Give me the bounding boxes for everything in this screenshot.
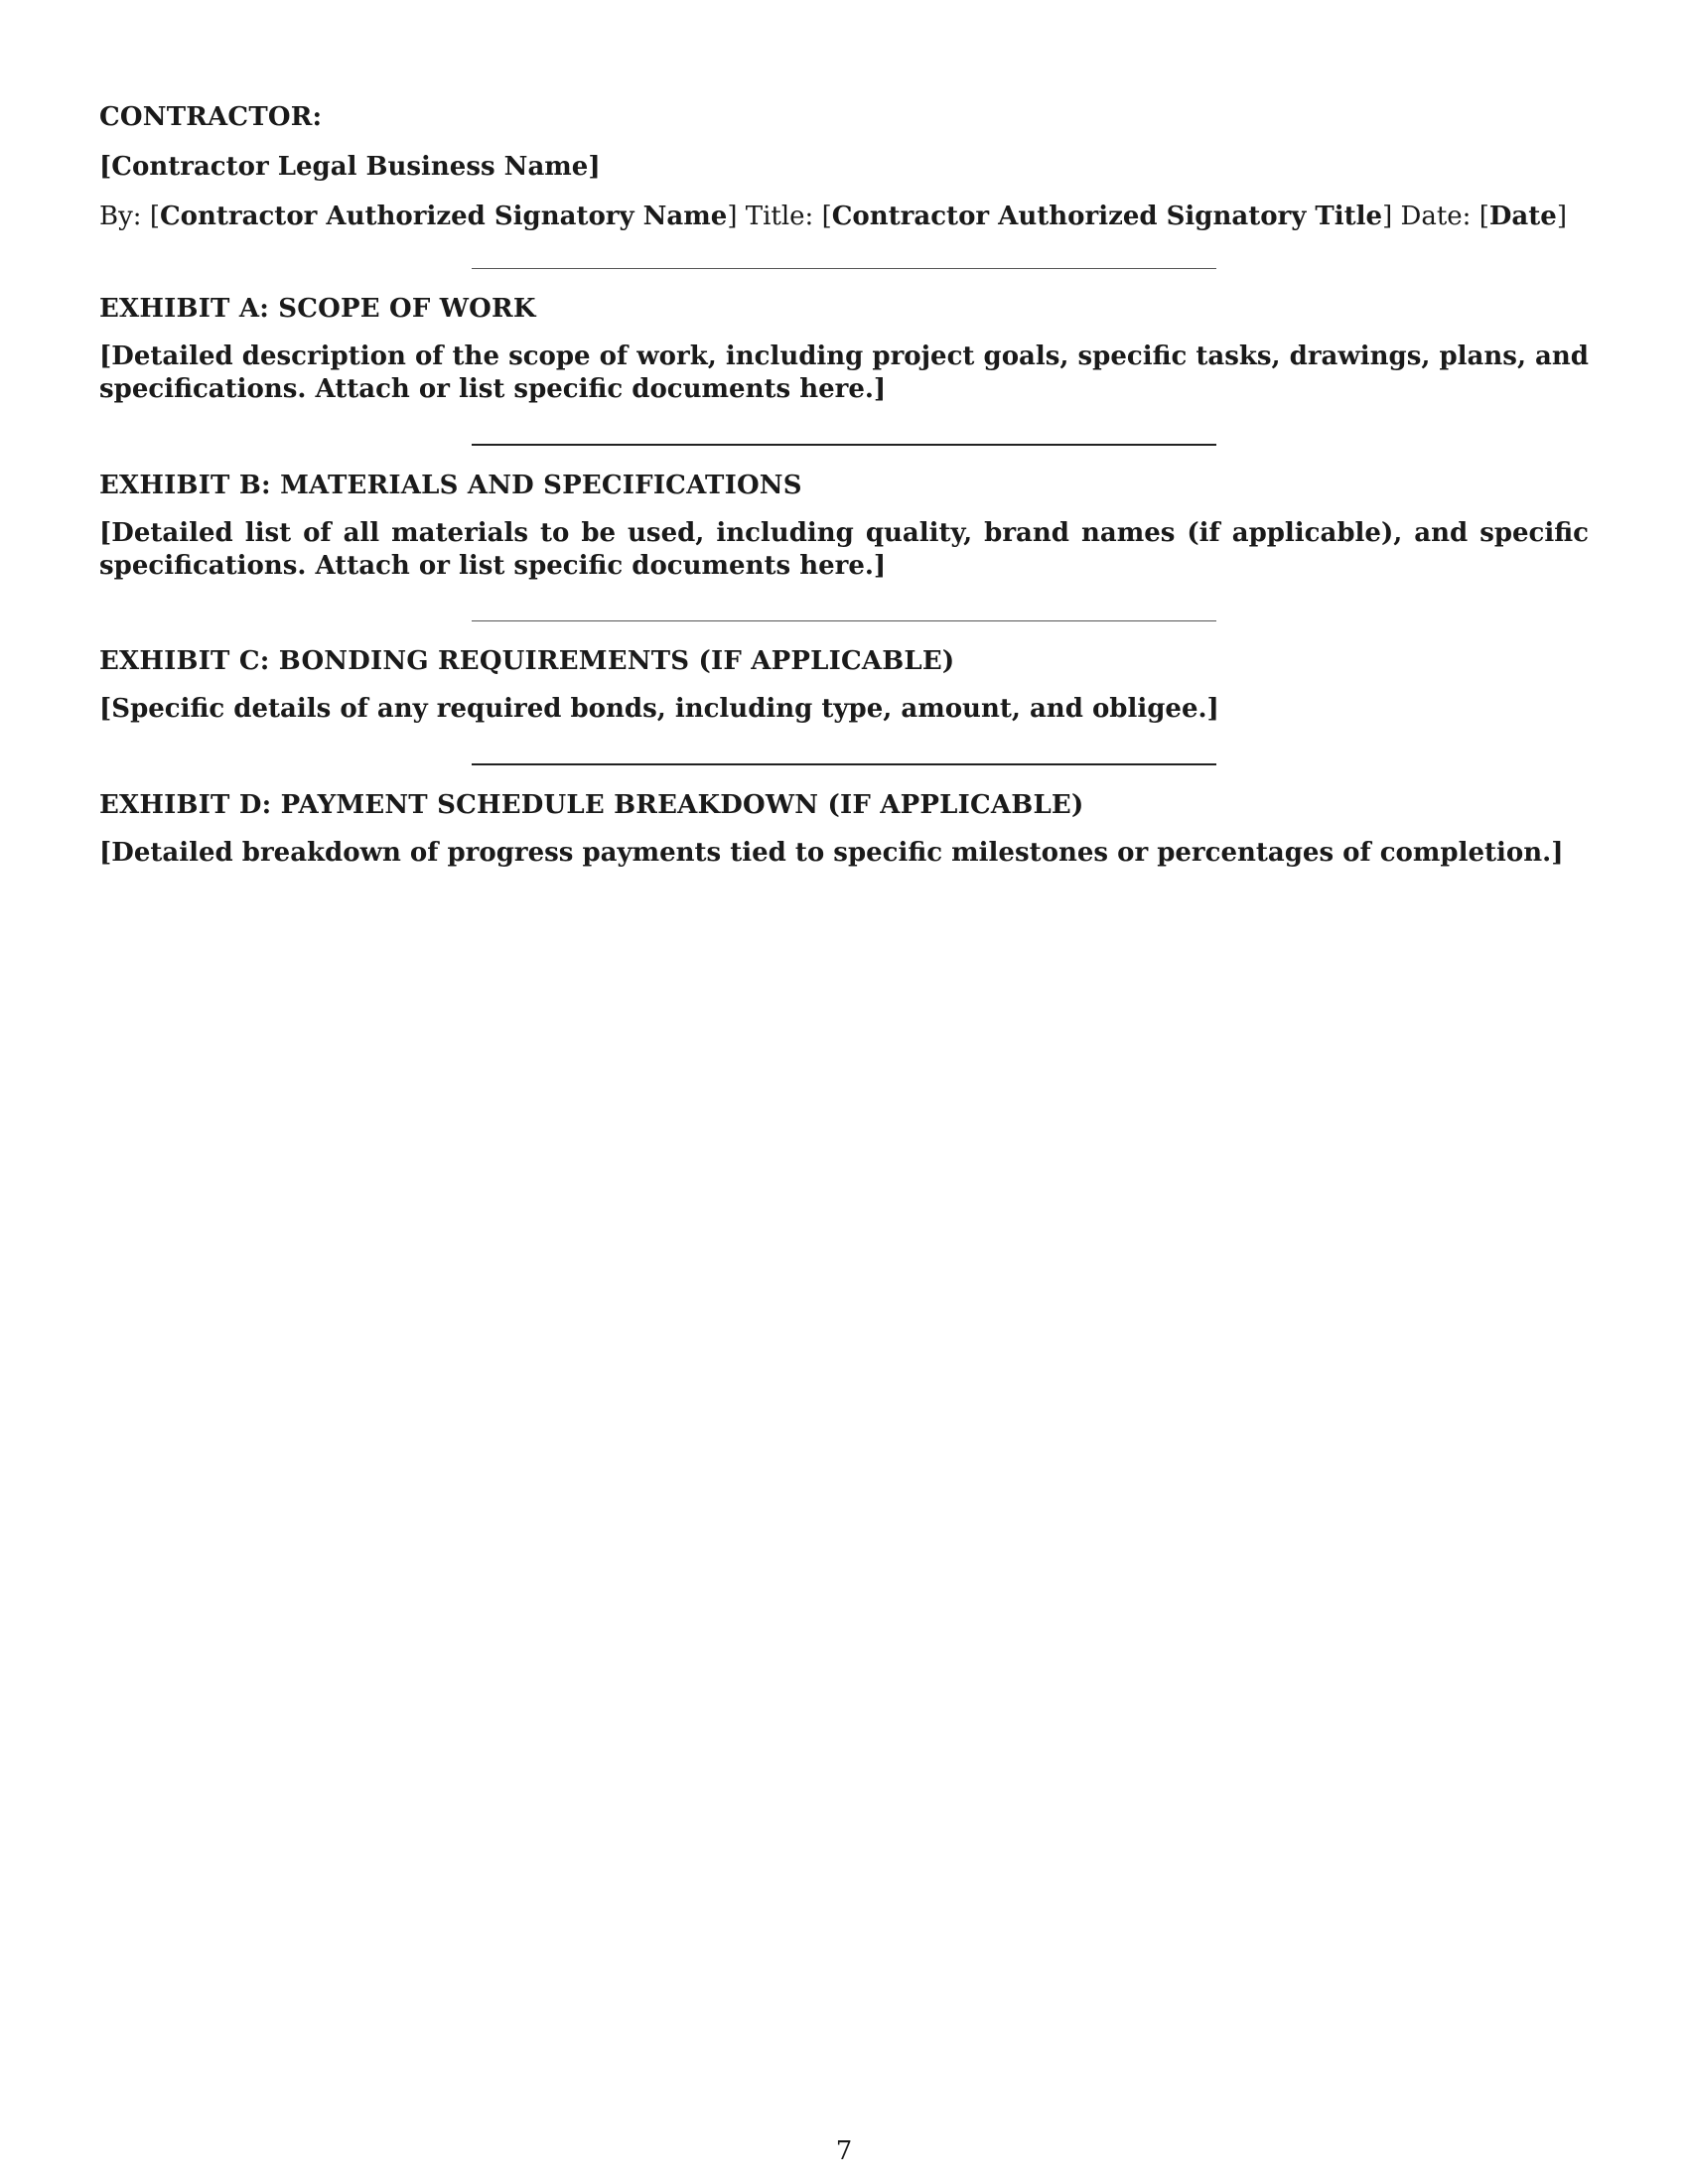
page-content	[99, 99, 1589, 870]
exhibit-a-body: [Detailed description of the scope of work, including project goals, specific tasks, drawings, plans, and specifications. Attach or list specific documents here.]	[99, 341, 1589, 404]
signatory-title: Contractor Authorized Signatory Title	[831, 202, 1383, 231]
title-close-bracket: ]	[1382, 202, 1393, 231]
section-divider	[472, 268, 1216, 269]
title-open-bracket: [	[821, 202, 832, 231]
signatory-line	[99, 199, 1589, 234]
date-close-bracket: ]	[1556, 202, 1567, 231]
section-divider	[472, 763, 1216, 765]
section-divider	[472, 444, 1216, 446]
section-divider	[472, 620, 1216, 621]
signature-date: Date	[1488, 202, 1557, 231]
exhibit-d-body: [Detailed breakdown of progress payments tied to specific milestones or percentages of completion.]	[99, 838, 1564, 868]
exhibit-b-heading: EXHIBIT B: MATERIALS AND SPECIFICATIONS	[99, 471, 802, 500]
exhibit-b-body: [Detailed list of all materials to be used, including quality, brand names (if applicable), and specific specifications. Attach or list specific documents here.]	[99, 518, 1589, 581]
exhibit-c-body: [Specific details of any required bonds, including type, amount, and obligee.]	[99, 694, 1219, 724]
page-number: 7	[835, 2136, 853, 2166]
date-label: Date:	[1400, 202, 1472, 231]
by-close-bracket: ]	[727, 202, 738, 231]
exhibit-d-heading: EXHIBIT D: PAYMENT SCHEDULE BREAKDOWN (IF APPLICABLE)	[99, 790, 1084, 820]
exhibit-a-heading: EXHIBIT A: SCOPE OF WORK	[99, 294, 536, 324]
by-label: By:	[99, 202, 142, 231]
signatory-name: Contractor Authorized Signatory Name	[159, 202, 728, 231]
title-label: Title:	[745, 202, 814, 231]
exhibit-c-heading: EXHIBIT C: BONDING REQUIREMENTS (IF APPLICABLE)	[99, 646, 955, 676]
date-open-bracket: [	[1478, 202, 1489, 231]
by-open-bracket: [	[149, 202, 160, 231]
contractor-heading: CONTRACTOR:	[99, 102, 323, 132]
contractor-business-name: [Contractor Legal Business Name]	[99, 152, 601, 182]
